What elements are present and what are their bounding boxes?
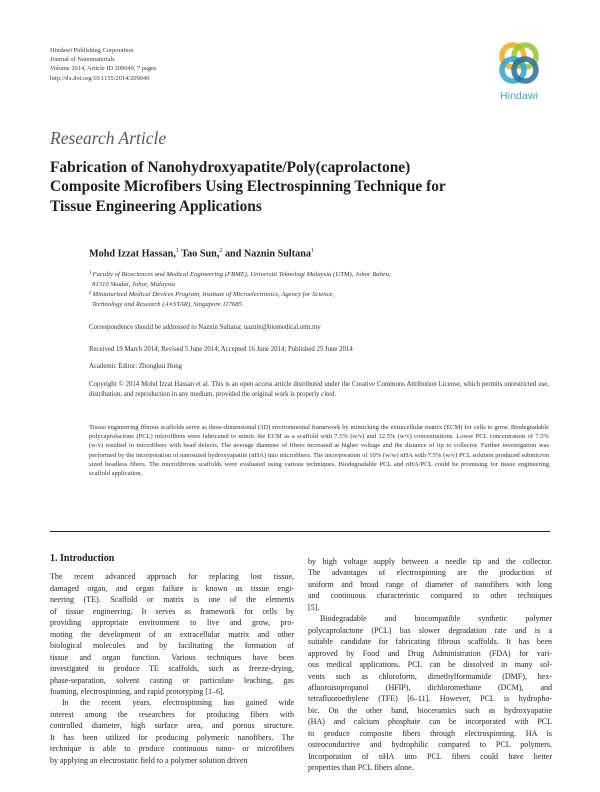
author-name: and Naznin Sultana [222, 248, 311, 260]
text-line: Biodegradable and biocompatible synthetic polymer [320, 614, 552, 624]
author-name: Mohd Izzat Hassan, [89, 248, 176, 260]
text-line: Incorporation of nHA into PCL fibers could have better [308, 751, 552, 761]
title-line: Fabrication of Nanohydroxyapatite/Poly(caprolactone) [50, 159, 411, 176]
journal-name: Journal of Nanomaterials [50, 56, 115, 64]
text-line: damaged organ, and organ failure is known as tissue engi- [50, 583, 294, 593]
text-line: (HA) and calcium phosphate can be incorporated with PCL [308, 717, 552, 727]
affiliation-number: 1 [89, 271, 92, 276]
text-line: The advantages of electrospinning are the production of [308, 568, 552, 578]
affiliation-line: Miniaturized Medical Devices Program, Institute of Microelectronics, Agency for Science, [92, 290, 335, 298]
article-title [50, 158, 560, 216]
text-line: [5]. [308, 602, 320, 612]
hindawi-logo[interactable] [496, 38, 542, 104]
title-line: Composite Microfibers Using Electrospinning Technique for [50, 178, 446, 196]
text-line: It has been utilized for producing polymeric nanofibers. The [50, 732, 294, 742]
abstract: Tissue engineering fibrous scaffolds serve as three-dimensional (3D) environmental framework by mimicking the extracellular matrix (ECM) for cells to grow. Biodegradable polycaprolactone (PCL) microfibers were fabricated to mimic the ECM as a scaffold with 7.5% (w/v) and 12.5% (w/v) concentrations. Lower PCL concentration of 7.5% (w/v) resulted in microfibers with bead defects. The average diameter of fibers increased at higher voltage and the distance of tip to collector. Further investigation was performed by the incorporation of nanosized hydroxyapatite (nHA) into microfibers. The incorporation of 10% (w/w) nHA with 7.5% (w/v) PCL solution produced submicron sized beadless fibers. The microfibrous scaffolds were evaluated using various techniques. Biodegradable PCL and nHA/PCL could be promising for tissue engineering scaffold application. [89, 424, 549, 478]
paragraph [50, 571, 294, 697]
text-line: neering (TE). Scaffold or matrix is one of the elements [50, 595, 294, 605]
author-list [89, 248, 314, 259]
affiliation-marker: 1 [311, 248, 314, 254]
copyright-notice: Copyright © 2014 Mohd Izzat Hassan et al. This is an open access article distributed under the Creative Commons Attribution License, which permits unrestricted use, distribution, and reproduction in any medium, provided the original work is properly cited. [89, 381, 549, 398]
text-line: and continuous characteristic compared to other techniques [308, 591, 552, 601]
doi-link[interactable]: http://dx.doi.org/10.1155/2014/209049 [50, 74, 150, 82]
affiliation-line: Faculty of Biosciences and Medical Engineering (FBME), Universiti Teknologi Malaysia (UTM), Johor Bahru, [92, 271, 391, 278]
text-line: vents such as chloroform, dimethylformamide (DMF), hex- [308, 671, 552, 681]
volume-info: Volume 2014, Article ID 209049, 7 pages [50, 65, 157, 73]
paragraph [308, 556, 552, 613]
affiliation-line: 81310 Skudai, Johor, Malaysia [92, 281, 176, 289]
publisher-name: Hindawi Publishing Corporation [50, 47, 134, 54]
text-line: afluoroisopropanol (HFIP), dichloromethane (DCM), and [308, 682, 552, 692]
affiliations [89, 270, 391, 310]
text-line: of tissue engineering. It serves as framework for cells by [50, 606, 294, 616]
text-line: by high voltage supply between a needle tip and the collector. [308, 557, 552, 566]
text-line: providing appropriate environment to live and grow, pro- [50, 618, 294, 628]
text-line: bic. On the other hand, bioceramics such as hydroxyapatite [308, 705, 552, 715]
academic-editor: Academic Editor: Zhongkui Hong [89, 363, 183, 370]
text-line: moting the development of an extracellular matrix and other [50, 629, 294, 639]
text-line: polycaprolactone (PCL) has slower degradation rate and is a [308, 625, 552, 635]
text-line: properties than PCL fibers alone. [308, 763, 414, 773]
affiliation-line: Technology and Research (A∗STAR), Singapore 117685 [92, 301, 242, 309]
section-divider [50, 531, 550, 532]
text-line: The recent advanced approach for replacing lost tissue, [50, 572, 294, 582]
affiliation-marker: 2 [219, 248, 223, 254]
text-line: phase-separation, solvent casting or particulate leaching, gas [50, 675, 294, 685]
column-left [50, 553, 294, 766]
text-line: approved by Food and Drug Administration (FDA) for vari- [308, 648, 552, 658]
text-line: suitable candidate for fabricating fibrous scaffolds. It has been [308, 637, 552, 647]
section-heading: 1. Introduction [50, 553, 115, 564]
paragraph [50, 697, 294, 766]
affiliation-number: 2 [89, 290, 92, 296]
text-line: biological molecules and by facilitating the formation of [50, 641, 294, 651]
article-type: Research Article [50, 128, 167, 148]
affiliation [89, 270, 391, 290]
text-line: controlled diameter, high surface area, and porous structure. [50, 721, 294, 731]
paragraph [308, 613, 552, 773]
text-line: tissue and organ function. Various techniques have been [50, 652, 294, 662]
text-line: foaming, electrospinning, and rapid prototyping [1–6]. [50, 686, 225, 696]
hindawi-rings-icon [496, 38, 542, 88]
text-line: tetrafluoroethylene (TFE) [6–11]. However, PCL is hydropho- [308, 694, 552, 704]
text-line: technique is able to produce continuous nano- or microfibers [50, 744, 294, 754]
text-line: to produce composite fibers through electrospinning. HA is [308, 728, 552, 738]
author-name: Tao Sun, [178, 248, 220, 260]
hindawi-logo-text: Hindawi [499, 90, 539, 102]
text-line: uniform and broad range of diameter of nanofibers with long [308, 579, 552, 589]
text-line: by applying an electrostatic field to a polymer solution driven [50, 755, 248, 765]
column-right [308, 556, 552, 774]
text-line: ous medical applications. PCL can be dissolved in many sol- [308, 660, 552, 670]
text-line: investigated to produce TE scaffolds, such as freeze-drying, [50, 664, 294, 674]
affiliation [89, 290, 391, 310]
publication-dates: Received 19 March 2014; Revised 5 June 2014; Accepted 16 June 2014; Published 25 June 2014 [89, 346, 353, 353]
text-line: interest among the researchers for producing fibers with [50, 709, 294, 719]
affiliation-marker: 1 [175, 248, 179, 254]
text-line: In the recent years, electrospinning has gained wide [62, 698, 294, 708]
journal-header [50, 46, 156, 83]
title-line: Tissue Engineering Applications [50, 197, 262, 215]
correspondence: Correspondence should be addressed to Naznin Sultana; naznin@biomedical.utm.my [89, 324, 321, 331]
text-line: osteoconductive and hydrophilic compared to PCL polymers. [308, 740, 552, 750]
